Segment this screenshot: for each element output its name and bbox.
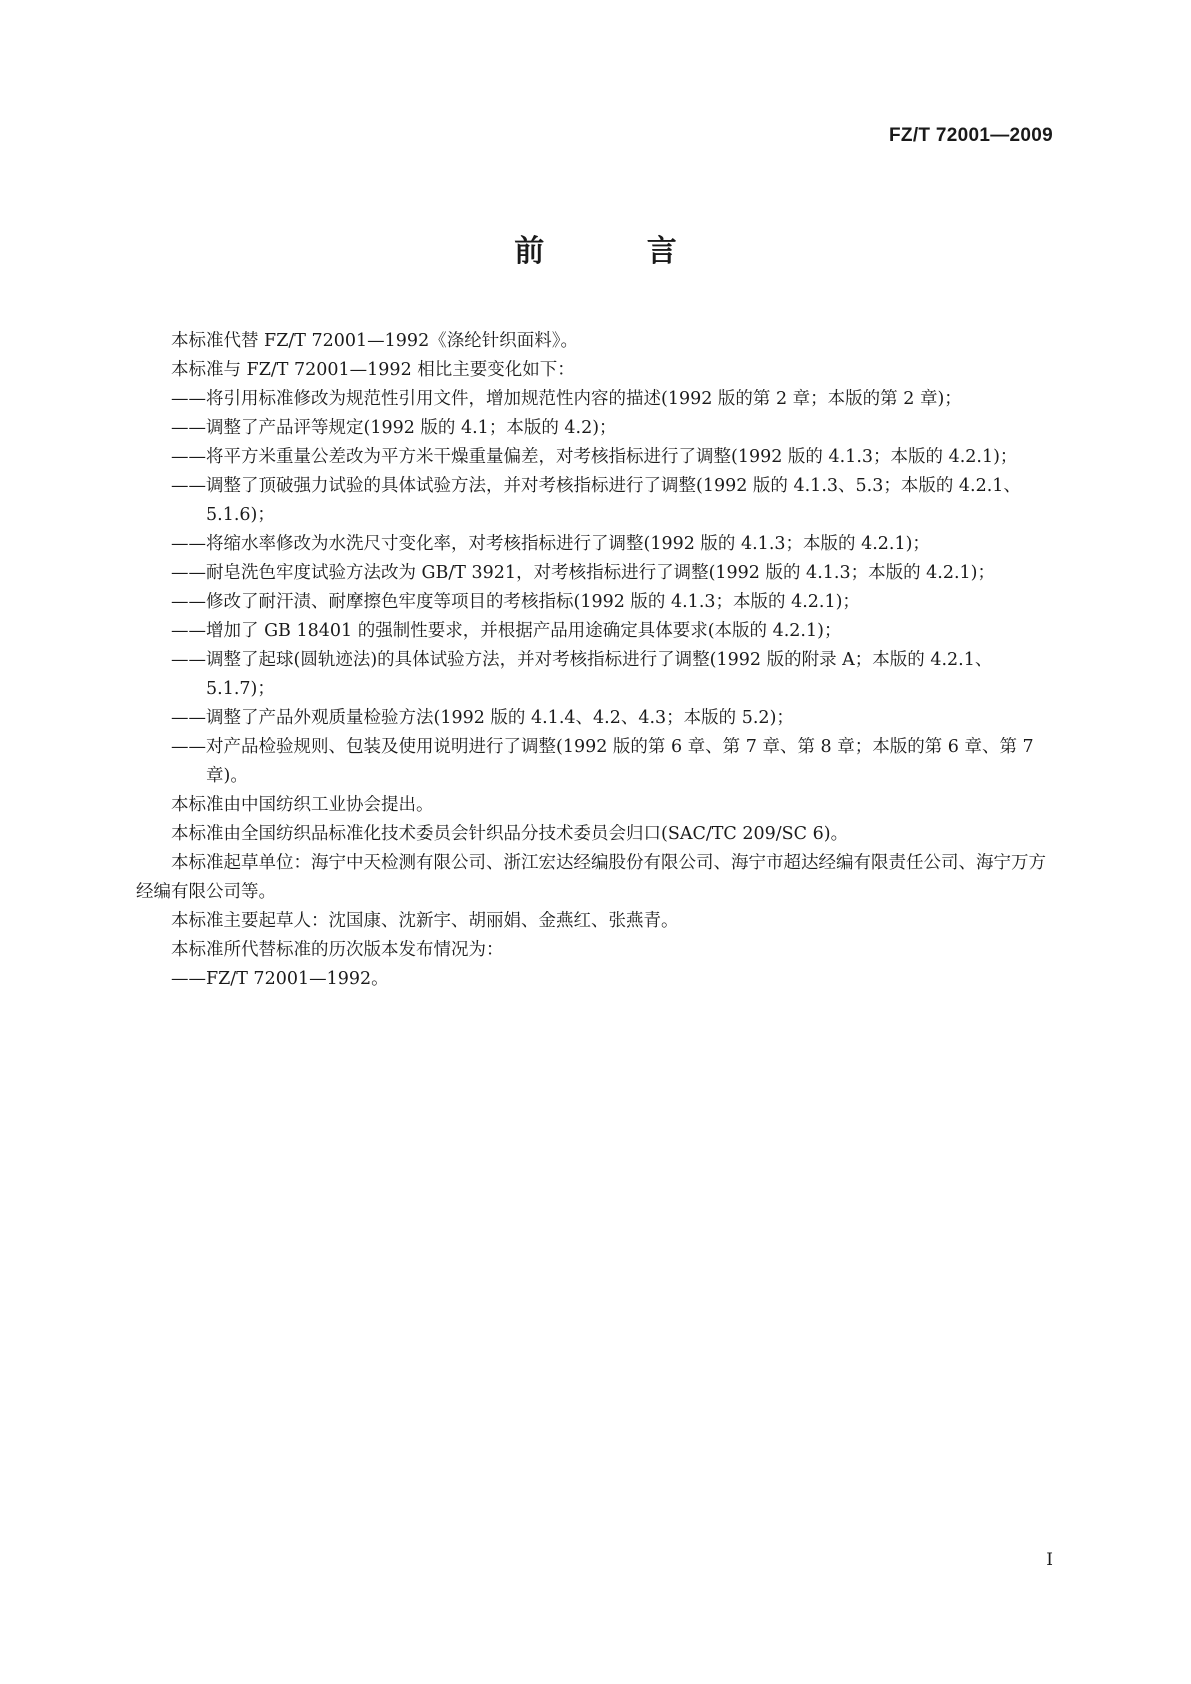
change-item [136,733,1055,791]
paragraph-replaces: 本标准代替 FZ/T 72001—1992《涤纶针织面料》。 [171,331,578,351]
paragraph-proposed-by: 本标准由中国纺织工业协会提出。 [171,795,434,815]
dash-marker: —— [171,737,206,757]
dash-marker: —— [171,650,206,670]
dash-marker: —— [171,389,206,409]
standard-code: FZ/T 72001—2009 [889,125,1053,146]
dash-marker: —— [171,447,206,467]
paragraph-drafters: 本标准主要起草人：沈国康、沈新宇、胡丽娟、金燕红、张燕青。 [171,911,679,931]
foreword-body [136,327,1055,994]
paragraph-administered-by: 本标准由全国纺织品标准化技术委员会针织品分技术委员会归口(SAC/TC 209/SC 6)。 [171,824,849,844]
change-item-text: 调整了顶破强力试验的具体试验方法，并对考核指标进行了调整(1992 版的 4.1.3、5.3；本版的 4.2.1、5.1.6)； [206,476,1021,525]
dash-marker: —— [171,592,206,612]
dash-marker: —— [171,563,206,583]
change-item-text: 将引用标准修改为规范性引用文件，增加规范性内容的描述(1992 版的第 2 章；本版的第 2 章)； [206,389,962,409]
history-item [136,965,1055,994]
change-item-text: 对产品检验规则、包装及使用说明进行了调整(1992 版的第 6 章、第 7 章、第 8 章；本版的第 6 章、第 7 章)。 [206,737,1034,786]
change-item [136,385,1055,414]
change-item [136,617,1055,646]
change-item-text: 调整了产品外观质量检验方法(1992 版的 4.1.4、4.2、4.3；本版的 5.2)； [206,708,794,728]
dash-marker: —— [171,476,206,496]
change-item [136,414,1055,443]
dash-marker: —— [171,621,206,641]
dash-marker: —— [171,969,206,989]
change-item [136,646,1055,704]
paragraph-drafting-units: 本标准起草单位：海宁中天检测有限公司、浙江宏达经编股份有限公司、海宁市超达经编有限责任公司、海宁万方经编有限公司等。 [136,853,1046,902]
page-number: I [1046,1550,1053,1570]
change-item-text: 调整了产品评等规定(1992 版的 4.1；本版的 4.2)； [206,418,617,438]
change-item [136,530,1055,559]
page-title: 前 言 [514,234,723,269]
paragraph-history-intro: 本标准所代替标准的历次版本发布情况为： [171,940,504,960]
dash-marker: —— [171,708,206,728]
paragraph-changes-intro: 本标准与 FZ/T 72001—1992 相比主要变化如下： [171,360,575,380]
change-item-text: 耐皂洗色牢度试验方法改为 GB/T 3921，对考核指标进行了调整(1992 版的 4.1.3；本版的 4.2.1)； [206,563,996,583]
history-item-text: FZ/T 72001—1992。 [206,969,389,989]
dash-marker: —— [171,534,206,554]
change-item-text: 调整了起球(圆轨迹法)的具体试验方法，并对考核指标进行了调整(1992 版的附录 A；本版的 4.2.1、5.1.7)； [206,650,993,699]
change-item [136,472,1055,530]
change-item-text: 将平方米重量公差改为平方米干燥重量偏差，对考核指标进行了调整(1992 版的 4.1.3；本版的 4.2.1)； [206,447,1018,467]
change-item [136,443,1055,472]
change-item-text: 增加了 GB 18401 的强制性要求，并根据产品用途确定具体要求(本版的 4.2.1)； [206,621,842,641]
change-item-text: 修改了耐汗渍、耐摩擦色牢度等项目的考核指标(1992 版的 4.1.3；本版的 4.2.1)； [206,592,860,612]
dash-marker: —— [171,418,206,438]
change-item [136,588,1055,617]
change-item-text: 将缩水率修改为水洗尺寸变化率，对考核指标进行了调整(1992 版的 4.1.3；本版的 4.2.1)； [206,534,930,554]
change-item [136,704,1055,733]
change-item [136,559,1055,588]
